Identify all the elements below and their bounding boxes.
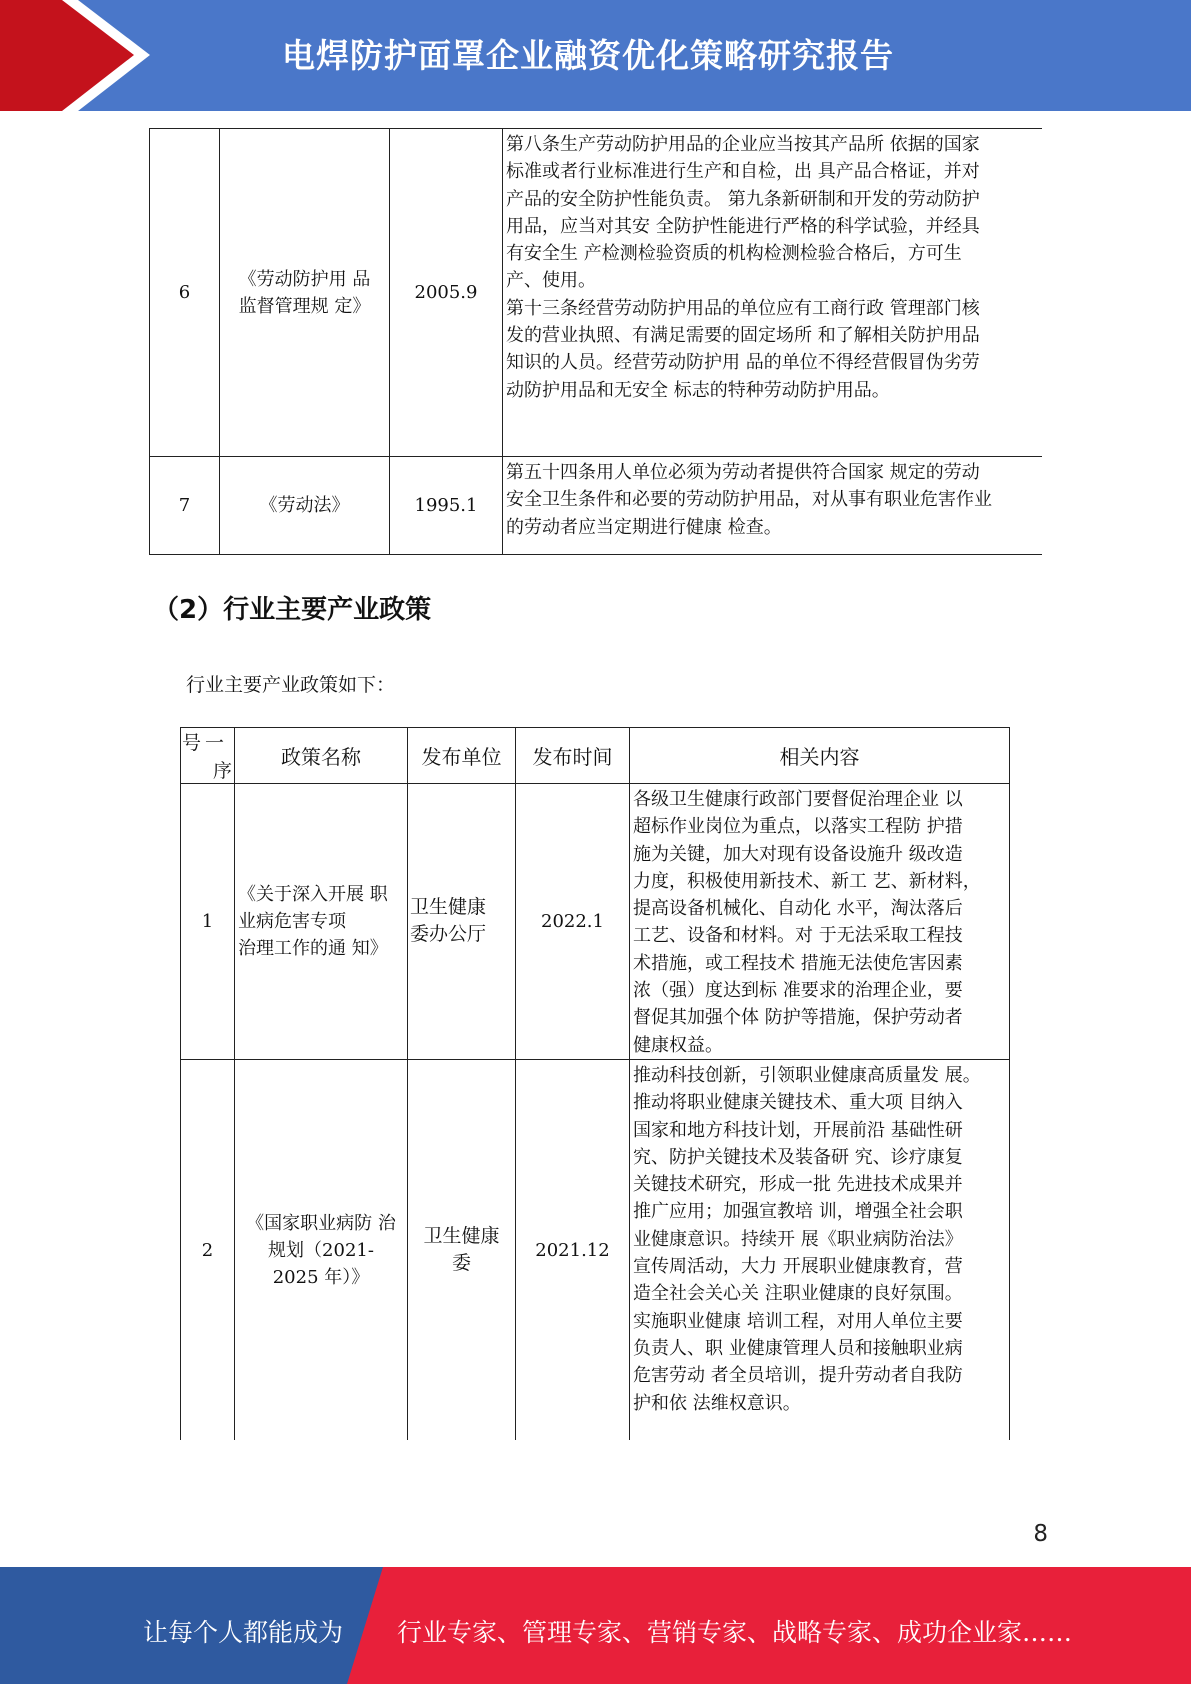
table-row [181,1059,1010,1440]
seq-header-char-2: 一 [205,732,225,754]
policy-content: 推动科技创新，引领职业健康高质量发 展。 推动将职业健康关键技术、重大项 目纳入 国家和地方科技计划，开展前沿 基础性研 究、防护关键技术及装备研 究、诊疗康复 关键技术研究，形成一批 先进技术成果并 推广应用；加强宣教培 训，增强全社会职 业健康意识。持续开 展《职业病防治法》 宣传周活动，大力 开展职业健康教育，营 造全社会关心关 注职业健康的良好氛围。 实施职业健康 培训工程，对用人单位主要 负责人、职 业健康管理人员和接触职业病 危害劳动 者全员培训，提升劳动者自我防 护和依 法维权意识。 [633,1064,981,1414]
policy-content: 各级卫生健康行政部门要督促治理企业 以 超标作业岗位为重点，以落实工程防 护措 施为关键，加大对现有设备设施升 级改造 力度，积极使用新技术、新工 艺、新材料， 提高设备机械化、自动化 水平，淘汰落后 工艺、设备和材料。对 于无法采取工程技 术措施，或工程技术 措施无法使危害因素 浓（强）度达到标 准要求的治理企业，要 督促其加强个体 防护等措施，保护劳动者 健康权益。 [633,789,981,1056]
table-row [150,129,1042,457]
policy-number: 1 [181,784,235,1060]
policy-name: 《国家职业病防 治 规划（2021- 2025 年）》 [235,1059,408,1440]
regulation-name: 《劳动法》 [220,457,390,555]
policy-issuer: 卫生健康 委 [408,1059,516,1440]
regulation-date: 2005.9 [390,129,503,457]
table-row [150,457,1042,555]
table-row [181,784,1010,1060]
seq-header-char-3: 序 [212,760,232,782]
row-number: 6 [150,129,220,457]
regulations-table [149,128,1042,555]
report-title: 电焊防护面罩企业融资优化策略研究报告 [282,36,894,75]
regulation-content-cell [503,129,1042,457]
policy-issuer: 卫生健康 委办公厅 [408,784,516,1060]
regulation-name: 《劳动防护用 品 监督管理规 定》 [220,129,390,457]
policy-date: 2022.1 [516,784,630,1060]
policy-content-cell [630,784,1010,1060]
regulation-content: 第八条生产劳动防护用品的企业应当按其产品所 依据的国家 标准或者行业标准进行生产和自检，出 具产品合格证，并对 产品的安全防护性能负责。 第九条新研制和开发的劳动防护 用品，应当对其安 全防护性能进行严格的科学试验，并经具 有安全生 产检测检验资质的机构检测检验合格后，方可生 产、使用。 第十三条经营劳动防护用品的单位应有工商行政 管理部门核 发的营业执照、有满足需要的固定场所 和了解相关防护用品 知识的人员。经营劳动防护用 品的单位不得经营假冒伪劣劳 动防护用品和无安全 标志的特种劳动防护用品。 [506,134,980,401]
table-header-row [181,728,1010,784]
seq-header-char-1: 号 [182,732,202,754]
regulation-content-cell [503,457,1042,555]
column-header-date: 发布时间 [516,728,630,784]
column-header-name: 政策名称 [235,728,408,784]
page-number: 8 [1033,1521,1048,1547]
row-number: 7 [150,457,220,555]
policy-name: 《关于深入开展 职 业病危害专项 治理工作的通 知》 [235,784,408,1060]
policy-date: 2021.12 [516,1059,630,1440]
section-heading: （2）行业主要产业政策 [153,595,432,625]
policy-number: 2 [181,1059,235,1440]
policy-content-cell [630,1059,1010,1440]
footer-slogan-right: 行业专家、管理专家、营销专家、战略专家、成功企业家…… [397,1618,1073,1647]
column-header-seq [181,728,235,784]
column-header-content: 相关内容 [630,728,1010,784]
page-footer [0,1567,1191,1684]
regulation-content: 第五十四条用人单位必须为劳动者提供符合国家 规定的劳动 安全卫生条件和必要的劳动防护用品，对从事有职业危害作业 的劳动者应当定期进行健康 检查。 [506,462,992,538]
page-header [0,0,1191,111]
column-header-issuer: 发布单位 [408,728,516,784]
regulation-date: 1995.1 [390,457,503,555]
industry-policy-table [180,727,1010,1440]
section-intro: 行业主要产业政策如下： [186,674,396,696]
footer-slogan-left: 让每个人都能成为 [143,1618,344,1647]
